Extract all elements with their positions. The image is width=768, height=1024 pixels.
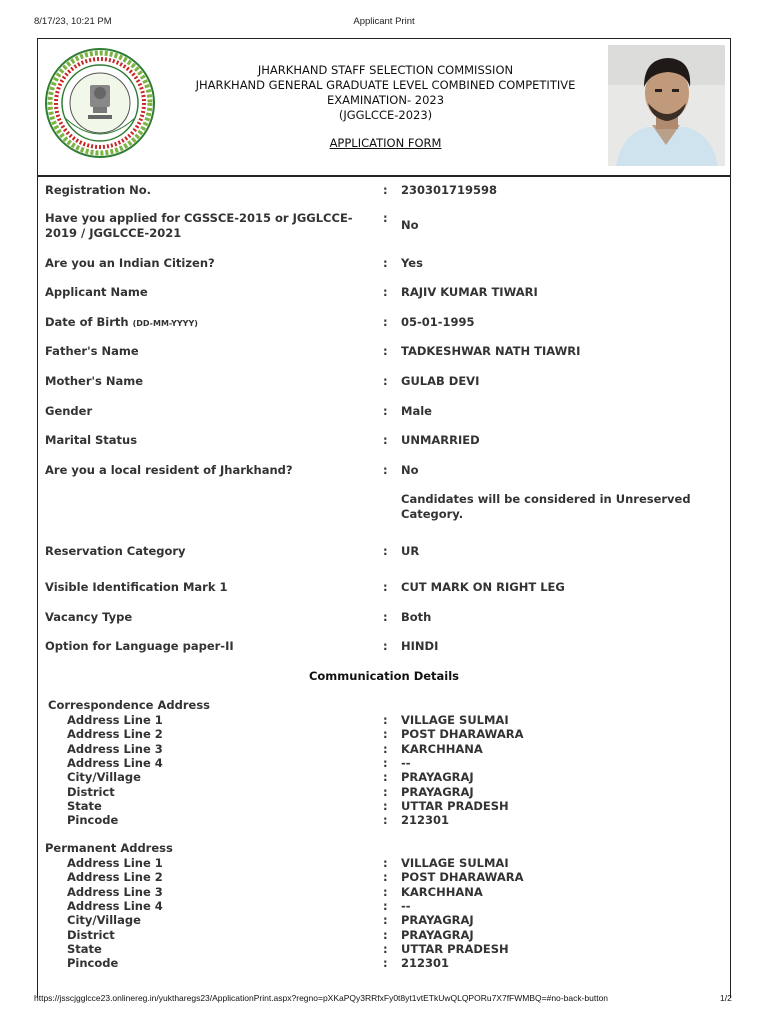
- address-row: [45, 756, 725, 770]
- address-row: [45, 956, 725, 970]
- field-label-text: Applicant Name: [45, 285, 148, 299]
- field-colon: :: [383, 610, 388, 624]
- field-value: Candidates will be considered in Unreserved Category.: [401, 492, 691, 521]
- address-label: Address Line 4: [67, 755, 163, 770]
- field-colon: :: [383, 211, 388, 225]
- field-label-text: Have you applied for CGSSCE-2015 or JGGLCCE-2019 / JGGLCCE-2021: [45, 211, 353, 240]
- field-value: UR: [401, 544, 420, 558]
- address-row: [45, 928, 725, 942]
- address-colon: :: [383, 798, 388, 813]
- field-label-text: Vacancy Type: [45, 610, 133, 624]
- field-label-text: Option for Language paper-II: [45, 639, 234, 653]
- field-value: 230301719598: [401, 183, 498, 197]
- field-label-text: Gender: [45, 404, 93, 418]
- address-row: [45, 785, 725, 799]
- address-colon: :: [383, 755, 388, 770]
- address-label: State: [67, 941, 102, 956]
- address-colon: :: [383, 713, 388, 727]
- address-colon: :: [383, 898, 388, 913]
- address-value: 212301: [401, 813, 450, 828]
- field-value: 05-01-1995: [401, 315, 475, 329]
- field-colon: :: [383, 639, 388, 653]
- field-value: HINDI: [401, 639, 439, 653]
- field-label: [45, 544, 365, 559]
- address-colon: :: [383, 741, 388, 756]
- field-label: [45, 183, 365, 198]
- field-label: [45, 580, 365, 595]
- field-label: [45, 433, 365, 448]
- field-label-text: Are you a local resident of Jharkhand?: [45, 463, 293, 477]
- field-value: Male: [401, 404, 432, 418]
- field-value: No: [401, 218, 419, 232]
- field-colon: :: [383, 374, 388, 388]
- address-label: District: [67, 784, 115, 799]
- address-colon: :: [383, 784, 388, 799]
- print-header: [0, 16, 768, 30]
- page-number: 1/2: [720, 993, 732, 1003]
- address-colon: :: [383, 856, 388, 870]
- address-value: KARCHHANA: [401, 741, 483, 756]
- address-label: Pincode: [67, 813, 119, 828]
- field-colon: :: [383, 544, 388, 558]
- print-footer: [0, 993, 768, 1005]
- address-row: [45, 942, 725, 956]
- address-row: [45, 913, 725, 927]
- address-label: Address Line 3: [67, 884, 163, 899]
- field-colon: :: [383, 183, 388, 197]
- field-value: TADKESHWAR NATH TIAWRI: [401, 344, 581, 358]
- field-label: [45, 404, 365, 419]
- address-label: City/Village: [67, 770, 141, 785]
- field-label: [45, 463, 365, 478]
- address-value: UTTAR PRADESH: [401, 941, 509, 956]
- field-label: [45, 285, 365, 300]
- address-value: PRAYAGRAJ: [401, 927, 474, 942]
- address-label: Address Line 2: [67, 870, 163, 885]
- field-value: CUT MARK ON RIGHT LEG: [401, 580, 565, 594]
- address-colon: :: [383, 884, 388, 899]
- address-colon: :: [383, 870, 388, 885]
- permanent-address-title: Permanent Address: [45, 841, 173, 855]
- field-label-text: Reservation Category: [45, 544, 186, 558]
- field-colon: :: [383, 433, 388, 447]
- form-title: APPLICATION FORM: [329, 136, 442, 150]
- address-row: [45, 799, 725, 813]
- address-row: [45, 899, 725, 913]
- field-value: GULAB DEVI: [401, 374, 480, 388]
- address-label: Address Line 3: [67, 741, 163, 756]
- form-header: [38, 39, 730, 177]
- field-colon: :: [383, 344, 388, 358]
- address-colon: :: [383, 813, 388, 828]
- address-label: City/Village: [67, 913, 141, 928]
- field-label: [45, 374, 365, 389]
- address-label: District: [67, 927, 115, 942]
- field-label-text: Marital Status: [45, 433, 138, 447]
- exam-year: EXAMINATION- 2023: [326, 93, 445, 107]
- application-form: [37, 38, 731, 998]
- print-date: 8/17/23, 10:21 PM: [34, 16, 112, 27]
- address-row: [45, 742, 725, 756]
- address-value: POST DHARAWARA: [401, 727, 524, 742]
- address-value: --: [401, 755, 411, 770]
- exam-code: (JGGLCCE-2023): [338, 108, 433, 122]
- address-colon: :: [383, 956, 388, 971]
- field-label-text: Father's Name: [45, 344, 139, 358]
- field-value: Both: [401, 610, 432, 624]
- address-value: 212301: [401, 956, 450, 971]
- field-colon: :: [383, 580, 388, 594]
- address-value: PRAYAGRAJ: [401, 784, 474, 799]
- address-colon: :: [383, 927, 388, 942]
- address-label: Address Line 1: [67, 856, 163, 870]
- field-label-note: (DD-MM-YYYY): [132, 319, 198, 328]
- address-label: Address Line 4: [67, 898, 163, 913]
- address-value: PRAYAGRAJ: [401, 770, 474, 785]
- print-title: Applicant Print: [353, 16, 415, 27]
- field-label-text: Date of Birth: [45, 315, 129, 329]
- address-label: Pincode: [67, 956, 119, 971]
- field-label: [45, 610, 365, 625]
- correspondence-address-title: Correspondence Address: [48, 698, 211, 712]
- address-row: [45, 727, 725, 741]
- field-value: RAJIV KUMAR TIWARI: [401, 285, 538, 299]
- field-colon: :: [383, 463, 388, 477]
- address-label: Address Line 1: [67, 713, 163, 727]
- address-row: [45, 770, 725, 784]
- field-label-text: Mother's Name: [45, 374, 144, 388]
- address-colon: :: [383, 913, 388, 928]
- address-row: [45, 813, 725, 827]
- field-label-text: Registration No.: [45, 183, 152, 197]
- field-label: [45, 256, 365, 271]
- field-colon: :: [383, 404, 388, 418]
- field-colon: :: [383, 256, 388, 270]
- address-value: VILLAGE SULMAI: [401, 856, 509, 870]
- address-value: --: [401, 898, 411, 913]
- address-value: PRAYAGRAJ: [401, 913, 474, 928]
- commission-name: JHARKHAND STAFF SELECTION COMMISSION: [257, 63, 514, 77]
- address-value: POST DHARAWARA: [401, 870, 524, 885]
- address-label: State: [67, 798, 102, 813]
- field-colon: :: [383, 315, 388, 329]
- field-label: [45, 315, 365, 331]
- address-value: UTTAR PRADESH: [401, 798, 509, 813]
- address-row: [45, 885, 725, 899]
- address-colon: :: [383, 941, 388, 956]
- address-row: [45, 870, 725, 884]
- exam-name: JHARKHAND GENERAL GRADUATE LEVEL COMBINED COMPETITIVE: [195, 78, 576, 92]
- address-row: [45, 713, 725, 727]
- jharkhand-seal-logo: [44, 47, 156, 159]
- field-label: [45, 344, 365, 359]
- address-label: Address Line 2: [67, 727, 163, 742]
- address-value: VILLAGE SULMAI: [401, 713, 509, 727]
- address-colon: :: [383, 770, 388, 785]
- field-value: No: [401, 463, 419, 477]
- field-label-text: Are you an Indian Citizen?: [45, 256, 215, 270]
- field-colon: :: [383, 285, 388, 299]
- communication-details-title: Communication Details: [308, 669, 460, 683]
- field-label-text: Visible Identification Mark 1: [45, 580, 228, 594]
- field-label: [45, 639, 365, 654]
- address-value: KARCHHANA: [401, 884, 483, 899]
- field-value: Yes: [401, 256, 423, 270]
- field-label: [45, 211, 365, 241]
- applicant-photo: [608, 45, 725, 166]
- address-row: [45, 856, 725, 870]
- header-text: [188, 63, 583, 151]
- field-value: UNMARRIED: [401, 433, 480, 447]
- page-url: https://jsscjgglcce23.onlinereg.in/yuktharegs23/ApplicationPrint.aspx?regno=pXKaPQy3RRfxFy0t8yt1vtETkUwQLQPORu7X7fFWMBQ=#no-back-button: [34, 993, 609, 1003]
- address-colon: :: [383, 727, 388, 742]
